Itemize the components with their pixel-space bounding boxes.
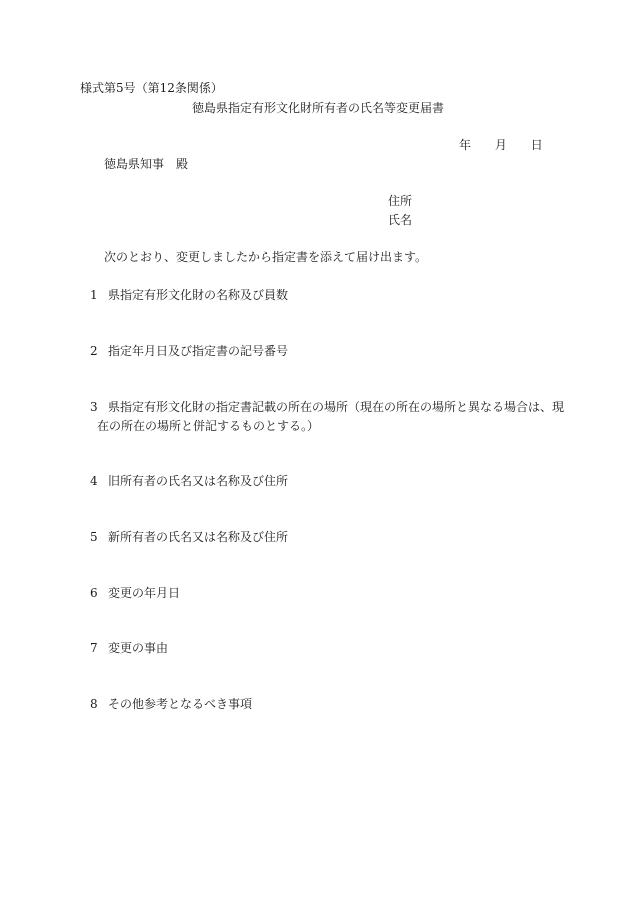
item-number: 2 (90, 344, 98, 358)
item-text-continuation: 在の所在の場所と併記するものとする。） (97, 419, 320, 433)
item-text: 県指定有形文化財の指定書記載の所在の場所（現在の所在の場所と異なる場合は、現 (108, 400, 565, 414)
item-number: 4 (90, 474, 98, 488)
document-title: 徳島県指定有形文化財所有者の氏名等変更届書 (192, 101, 445, 115)
addressee: 徳島県知事 殿 (104, 157, 189, 171)
name-label: 氏名 (388, 213, 413, 227)
date-month-label: 月 (494, 138, 507, 152)
item-number: 6 (90, 586, 98, 600)
item-number: 3 (90, 400, 98, 414)
list-item (90, 529, 288, 546)
list-item (90, 640, 168, 657)
list-item (90, 287, 288, 304)
list-item (90, 585, 180, 602)
date-day-label: 日 (530, 138, 543, 152)
item-text: 新所有者の氏名又は名称及び住所 (108, 530, 289, 544)
item-number: 8 (90, 697, 98, 711)
item-number: 1 (90, 288, 98, 302)
item-number: 5 (90, 530, 98, 544)
list-item (90, 473, 288, 490)
intro-statement: 次のとおり、変更しましたから指定書を添えて届け出ます。 (104, 250, 428, 264)
item-text: 指定年月日及び指定書の記号番号 (108, 344, 289, 358)
item-number: 7 (90, 641, 98, 655)
item-text: 県指定有形文化財の名称及び員数 (108, 288, 289, 302)
form-number: 様式第5号（第12条関係） (80, 81, 223, 95)
address-label: 住所 (388, 194, 413, 208)
date-line (459, 137, 543, 154)
list-item (90, 343, 288, 360)
list-item (90, 696, 252, 713)
item-text: その他参考となるべき事項 (108, 697, 253, 711)
item-text: 旧所有者の氏名又は名称及び住所 (108, 474, 289, 488)
list-item (90, 399, 564, 416)
date-year-label: 年 (459, 138, 472, 152)
item-text: 変更の年月日 (108, 586, 181, 600)
item-text: 変更の事由 (108, 641, 169, 655)
